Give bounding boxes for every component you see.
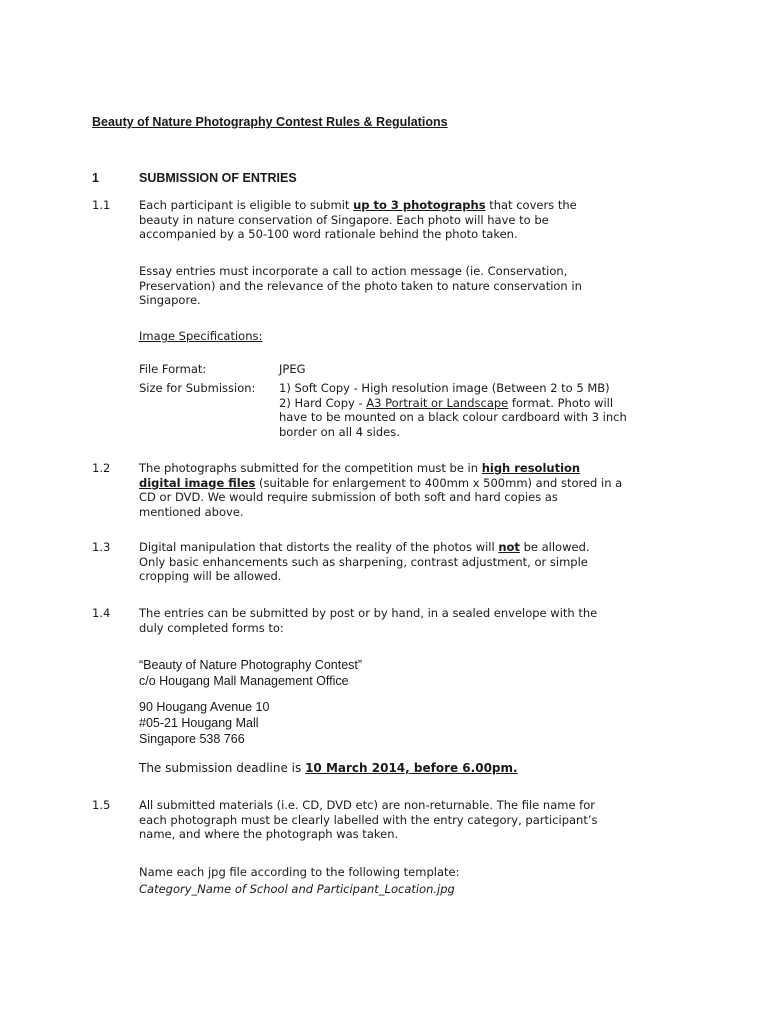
emphasis-digital-files: digital image files xyxy=(139,475,256,490)
text: The submission deadline is xyxy=(139,761,306,775)
size-line-4: border on all 4 sides. xyxy=(279,424,400,439)
naming-instruction: Name each jpg file according to the following template: xyxy=(139,865,460,879)
address-line-1: “Beauty of Nature Photography Contest” xyxy=(139,658,363,672)
clause-1-3-line-1 xyxy=(139,540,699,555)
clause-1-5-line-1: All submitted materials (i.e. CD, DVD etc) are non-returnable. The file name for xyxy=(139,798,595,812)
size-hard-copy xyxy=(279,396,699,411)
size-label: Size for Submission: xyxy=(139,381,256,395)
text: The photographs submitted for the competition must be in xyxy=(139,461,482,475)
clause-1-5-line-2: each photograph must be clearly labelled with the entry category, participant’s xyxy=(139,812,598,827)
document-title: Beauty of Nature Photography Contest Rules & Regulations xyxy=(92,115,448,129)
clause-1-4 xyxy=(139,606,699,635)
size-line-3: have to be mounted on a black colour cardboard with 3 inch xyxy=(279,410,627,424)
clause-1-3 xyxy=(139,540,699,584)
essay-paragraph xyxy=(139,264,699,308)
emphasis-a3-format: A3 Portrait or Landscape xyxy=(366,395,509,410)
size-values xyxy=(279,381,699,439)
address-line-4: #05-21 Hougang Mall xyxy=(139,716,259,730)
clause-number-1-3: 1.3 xyxy=(92,540,111,554)
clause-1-1 xyxy=(139,198,699,242)
size-soft-copy: 1) Soft Copy - High resolution image (Between 2 to 5 MB) xyxy=(279,381,610,395)
clause-1-3-line-2: Only basic enhancements such as sharpening, contrast adjustment, or simple xyxy=(139,554,588,569)
section-heading: SUBMISSION OF ENTRIES xyxy=(139,171,297,185)
text: format. Photo will xyxy=(508,395,614,410)
file-naming-template xyxy=(139,864,699,898)
clause-1-4-line-2: duly completed forms to: xyxy=(139,620,284,635)
address-line-5: Singapore 538 766 xyxy=(139,732,245,746)
clause-number-1-4: 1.4 xyxy=(92,606,111,620)
essay-line-2: Preservation) and the relevance of the photo taken to nature conservation in xyxy=(139,278,582,293)
clause-1-2-line-2 xyxy=(139,476,699,491)
deadline-date: 10 March 2014, before 6.00pm. xyxy=(305,761,518,775)
clause-1-3-line-3: cropping will be allowed. xyxy=(139,569,282,583)
clause-1-1-line-1 xyxy=(139,198,699,213)
file-format-label: File Format: xyxy=(139,362,207,376)
essay-line-1: Essay entries must incorporate a call to action message (ie. Conservation, xyxy=(139,264,568,278)
image-specs-heading: Image Specifications: xyxy=(139,329,263,343)
text: (suitable for enlargement to 400mm x 500mm) and stored in a xyxy=(255,475,623,490)
emphasis-photo-limit: up to 3 photographs xyxy=(353,198,486,212)
address-line-3: 90 Hougang Avenue 10 xyxy=(139,700,270,714)
text: be allowed. xyxy=(519,540,590,554)
clause-number-1-2: 1.2 xyxy=(92,461,111,475)
clause-1-5 xyxy=(139,798,699,842)
clause-1-2-line-4: mentioned above. xyxy=(139,504,244,519)
clause-number-1-1: 1.1 xyxy=(92,198,111,212)
text: that covers the xyxy=(485,198,577,212)
clause-number-1-5: 1.5 xyxy=(92,798,111,812)
clause-1-1-line-2: beauty in nature conservation of Singapore. Each photo will have to be xyxy=(139,212,549,227)
clause-1-4-line-1: The entries can be submitted by post or by hand, in a sealed envelope with the xyxy=(139,606,598,620)
clause-1-2-line-3: CD or DVD. We would require submission of both soft and hard copies as xyxy=(139,490,558,504)
address-line-2: c/o Hougang Mall Management Office xyxy=(139,674,349,688)
emphasis-high-resolution: high resolution xyxy=(481,461,581,475)
file-format-value: JPEG xyxy=(279,362,306,376)
submission-deadline xyxy=(139,761,518,776)
text: Digital manipulation that distorts the reality of the photos will xyxy=(139,540,499,554)
clause-1-1-line-3: accompanied by a 50-100 word rationale behind the photo taken. xyxy=(139,227,518,241)
emphasis-not: not xyxy=(498,540,520,554)
clause-1-5-line-3: name, and where the photograph was taken. xyxy=(139,827,399,841)
clause-1-2-line-1 xyxy=(139,461,699,476)
essay-line-3: Singapore. xyxy=(139,293,201,307)
naming-template: Category_Name of School and Participant_Location.jpg xyxy=(139,882,455,896)
clause-1-2 xyxy=(139,461,699,519)
mailing-address xyxy=(139,657,362,747)
text: 2) Hard Copy - xyxy=(279,395,367,410)
text: Each participant is eligible to submit xyxy=(139,198,354,212)
section-number: 1 xyxy=(92,171,99,185)
